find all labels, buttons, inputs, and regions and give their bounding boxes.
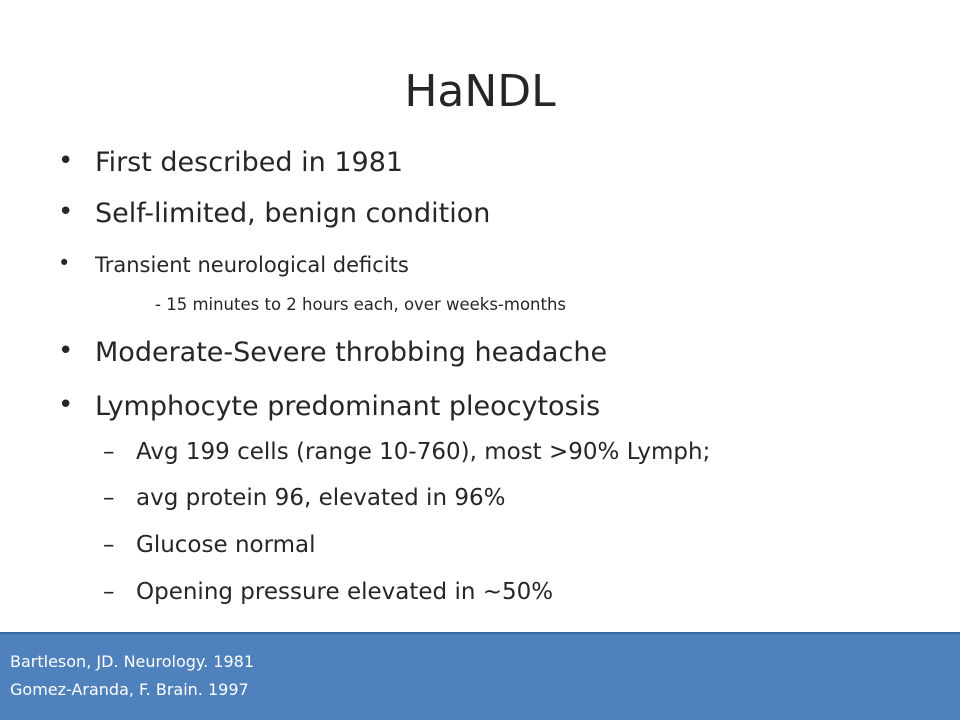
bullet-text: Transient neurological deficits: [95, 253, 409, 277]
bullet-icon: •: [58, 336, 74, 366]
references-box: [0, 632, 960, 720]
sub-bullet-text: Glucose normal: [136, 532, 316, 558]
reference-line: Gomez-Aranda, F. Brain. 1997: [10, 680, 249, 699]
dash-icon: –: [103, 485, 115, 511]
bullet-icon: •: [58, 251, 71, 275]
reference-line: Bartleson, JD. Neurology. 1981: [10, 652, 255, 671]
bullet-text: Self-limited, benign condition: [95, 198, 491, 229]
dash-icon: –: [103, 439, 115, 465]
bullet-text: Moderate-Severe throbbing headache: [95, 337, 608, 368]
dash-icon: –: [103, 532, 115, 558]
sub-bullet-text: avg protein 96, elevated in 96%: [136, 485, 506, 511]
sub-bullet-text: Avg 199 cells (range 10-760), most >90% Lymph;: [136, 439, 711, 465]
bullet-text: Lymphocyte predominant pleocytosis: [95, 391, 601, 422]
bullet-icon: •: [58, 146, 74, 176]
dash-icon: –: [103, 579, 115, 605]
sub-bullet-text: Opening pressure elevated in ~50%: [136, 579, 554, 605]
sub-note: - 15 minutes to 2 hours each, over weeks-months: [155, 295, 567, 314]
bullet-text: First described in 1981: [95, 147, 404, 178]
bullet-icon: •: [58, 197, 74, 227]
bullet-icon: •: [58, 390, 74, 420]
slide-title: HaNDL: [404, 66, 556, 117]
